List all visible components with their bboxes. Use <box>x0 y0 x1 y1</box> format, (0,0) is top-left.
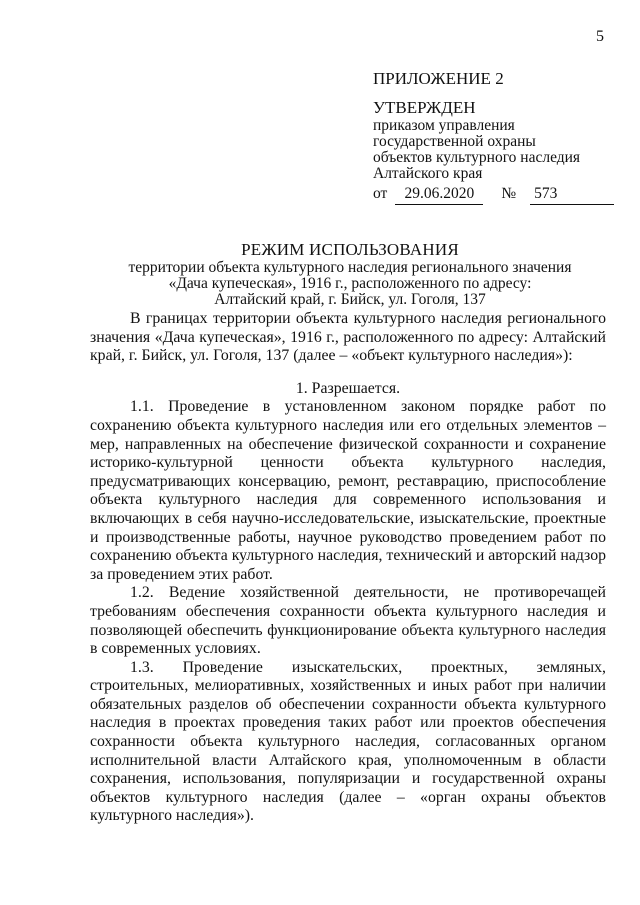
order-date: 29.06.2020 <box>395 184 483 205</box>
approval-line: объектов культурного наследия <box>373 149 581 166</box>
title-heading: РЕЖИМ ИСПОЛЬЗОВАНИЯ <box>241 240 459 259</box>
approval-line: Алтайского края <box>373 165 483 182</box>
intro-paragraph: В границах территории объекта культурного наследия регионального значения «Дача купеческая», 1916 г., расположенного по адресу: Алтайский край, г. Бийск, ул. Гоголя, 137 (далее – «объект культурного наследия»): <box>90 310 606 365</box>
document-body <box>90 310 606 826</box>
clause-paragraph: 1.1. Проведение в установленном законом порядке работ по сохранению объекта культурного наследия или его отдельных элементов – мер, направленных на обеспечение физической сохранности и сохранение историко-культурной ценности объекта культурного наследия, предусматривающих консервацию, ремонт, реставрацию, приспособление объекта культурного наследия для современного использования и включающих в себя научно-исследовательские, изыскательские, проектные и производственные работы, научное руководство проведением работ по сохранению объекта культурного наследия, технический и авторский надзор за проведением этих работ. <box>90 398 606 583</box>
page-number: 5 <box>596 28 604 45</box>
approval-line: государственной охраны <box>373 133 536 150</box>
title-line: территории объекта культурного наследия регионального значения <box>128 259 572 276</box>
title-line: Алтайский край, г. Бийск, ул. Гоголя, 137 <box>214 291 486 308</box>
document-title <box>60 240 640 308</box>
number-label: № <box>501 185 517 202</box>
clause-paragraph: 1.3. Проведение изыскательских, проектных, земляных, строительных, мелиоративных, хозяйственных и иных работ при наличии обязательных разделов об обеспечении сохранности объекта культурного наследия в проектах проведения таких работ или проектов обеспечения сохранности объекта культурного наследия, согласованных органом исполнительной власти Алтайского края, уполномоченным в области сохранения, использования, популяризации и государственной охраны объектов культурного наследия (далее – «орган охраны объектов культурного наследия»). <box>90 658 606 825</box>
approval-line: приказом управления <box>373 117 515 134</box>
order-date-number <box>373 184 613 205</box>
approval-block <box>373 68 613 205</box>
from-label: от <box>373 185 388 202</box>
order-number: 573 <box>530 184 614 205</box>
clause-paragraph: 1.2. Ведение хозяйственной деятельности, не противоречащей требованиям обеспечения сохранности объекта культурного наследия и позволяющей обеспечить функционирование объекта культурного наследия в современных условиях. <box>90 584 606 658</box>
approved-label: УТВЕРЖДЕН <box>373 98 476 117</box>
title-line: «Дача купеческая», 1916 г., расположенного по адресу: <box>168 275 532 292</box>
section-heading: 1. Разрешается. <box>295 379 401 397</box>
appendix-label: ПРИЛОЖЕНИЕ 2 <box>373 69 504 88</box>
